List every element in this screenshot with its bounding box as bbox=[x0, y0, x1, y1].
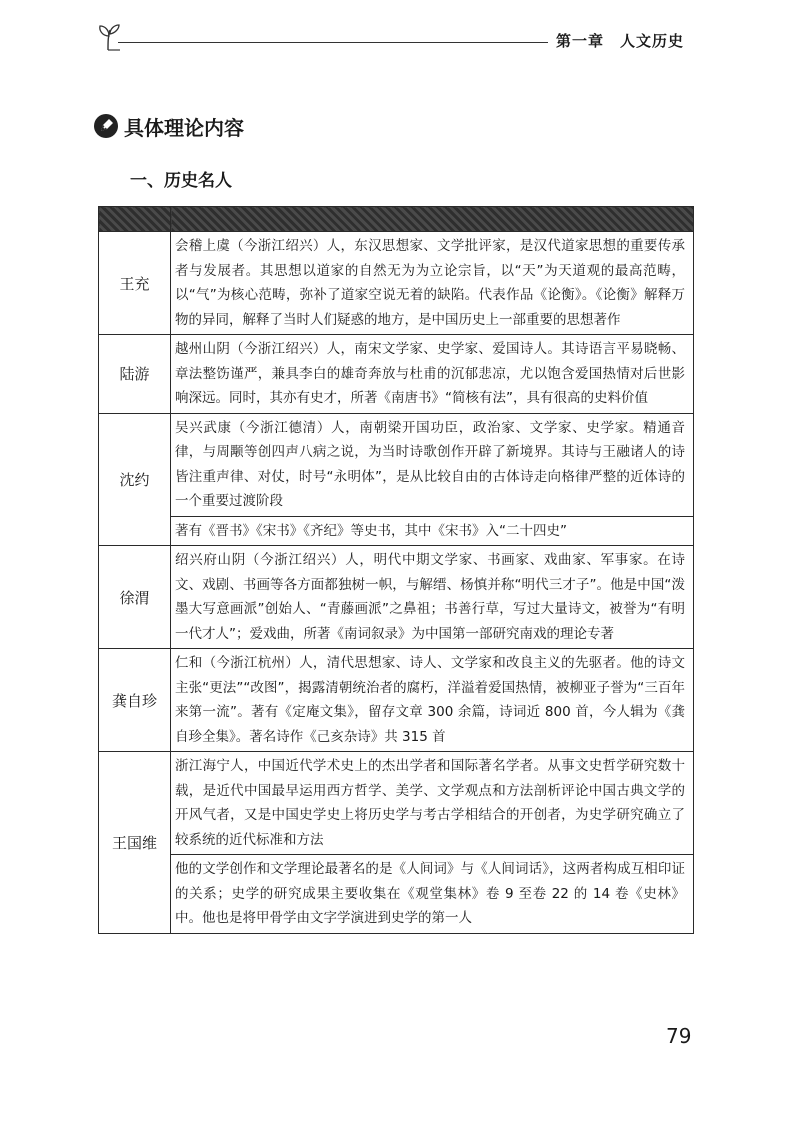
person-description: 吴兴武康（今浙江德清）人，南朝梁开国功臣，政治家、文学家、史学家。精通音律，与周颙等创四声八病之说，为当时诗歌创作开辟了新境界。其诗与王融诸人的诗皆注重声律、对仗，时号“永明体”，是从比较自由的古体诗走向格律严整的近体诗的一个重要过渡阶段 bbox=[171, 413, 694, 516]
table-row bbox=[99, 335, 694, 414]
person-description: 浙江海宁人，中国近代学术史上的杰出学者和国际著名学者。从事文史哲学研究数十载，是近代中国最早运用西方哲学、美学、文学观点和方法剖析评论中国古典文学的开风气者，又是中国史学史上将历史学与考古学相结合的开创者，为史学研究确立了较系统的近代标准和方法 bbox=[171, 752, 694, 855]
table-row bbox=[99, 855, 694, 934]
table-row bbox=[99, 752, 694, 855]
person-description-extra: 著有《晋书》《宋书》《齐纪》等史书，其中《宋书》入“二十四史” bbox=[171, 516, 694, 546]
table-header-name bbox=[99, 207, 171, 232]
historical-figures-table bbox=[98, 206, 694, 934]
table-header-row bbox=[99, 207, 694, 232]
header-rule bbox=[118, 42, 548, 43]
person-name: 沈约 bbox=[99, 413, 171, 546]
person-description: 绍兴府山阴（今浙江绍兴）人，明代中期文学家、书画家、戏曲家、军事家。在诗文、戏剧、书画等各方面都独树一帜，与解缙、杨慎并称“明代三才子”。他是中国“泼墨大写意画派”创始人、“青藤画派”之鼻祖；书善行草，写过大量诗文，被誉为“有明一代才人”；爱戏曲，所著《南词叙录》为中国第一部研究南戏的理论专著 bbox=[171, 546, 694, 649]
person-name: 王充 bbox=[99, 232, 171, 335]
person-name: 陆游 bbox=[99, 335, 171, 414]
table-row bbox=[99, 649, 694, 752]
table-row bbox=[99, 546, 694, 649]
subsection-title: 一、历史名人 bbox=[130, 171, 232, 191]
person-description: 会稽上虞（今浙江绍兴）人，东汉思想家、文学批评家，是汉代道家思想的重要传承者与发展者。其思想以道家的自然无为为立论宗旨，以“天”为天道观的最高范畴，以“气”为核心范畴，弥补了道家空说无着的缺陷。代表作品《论衡》。《论衡》解释万物的异同，解释了当时人们疑惑的地方，是中国历史上一部重要的思想著作 bbox=[171, 232, 694, 335]
person-name: 王国维 bbox=[99, 752, 171, 934]
person-name: 徐渭 bbox=[99, 546, 171, 649]
person-description-extra: 他的文学创作和文学理论最著名的是《人间词》与《人间词话》，这两者构成互相印证的关系；史学的研究成果主要收集在《观堂集林》卷 9 至卷 22 的 14 卷《史林》中。他也是将甲骨学由文字学演进到史学的第一人 bbox=[171, 855, 694, 934]
sprout-icon bbox=[96, 24, 124, 52]
section-title: 具体理论内容 bbox=[124, 115, 244, 140]
person-description: 越州山阴（今浙江绍兴）人，南宋文学家、史学家、爱国诗人。其诗语言平易晓畅、章法整饬谨严，兼具李白的雄奇奔放与杜甫的沉郁悲凉，尤以饱含爱国热情对后世影响深远。同时，其亦有史才，所著《南唐书》“简核有法”，具有很高的史料价值 bbox=[171, 335, 694, 414]
chapter-title: 第一章 人文历史 bbox=[556, 32, 685, 50]
table-row bbox=[99, 232, 694, 335]
person-name: 龚自珍 bbox=[99, 649, 171, 752]
table-row bbox=[99, 413, 694, 516]
page-header bbox=[96, 24, 696, 54]
table-row bbox=[99, 516, 694, 546]
table-header-description bbox=[171, 207, 694, 232]
pen-icon bbox=[94, 114, 118, 138]
person-description: 仁和（今浙江杭州）人，清代思想家、诗人、文学家和改良主义的先驱者。他的诗文主张“更法”“改图”，揭露清朝统治者的腐朽，洋溢着爱国热情，被柳亚子誉为“三百年来第一流”。著有《定庵文集》，留存文章 300 余篇，诗词近 800 首，今人辑为《龚自珍全集》。著名诗作《己亥杂诗》共 315 首 bbox=[171, 649, 694, 752]
section-heading bbox=[94, 112, 244, 140]
page-number: 79 bbox=[666, 1024, 692, 1048]
